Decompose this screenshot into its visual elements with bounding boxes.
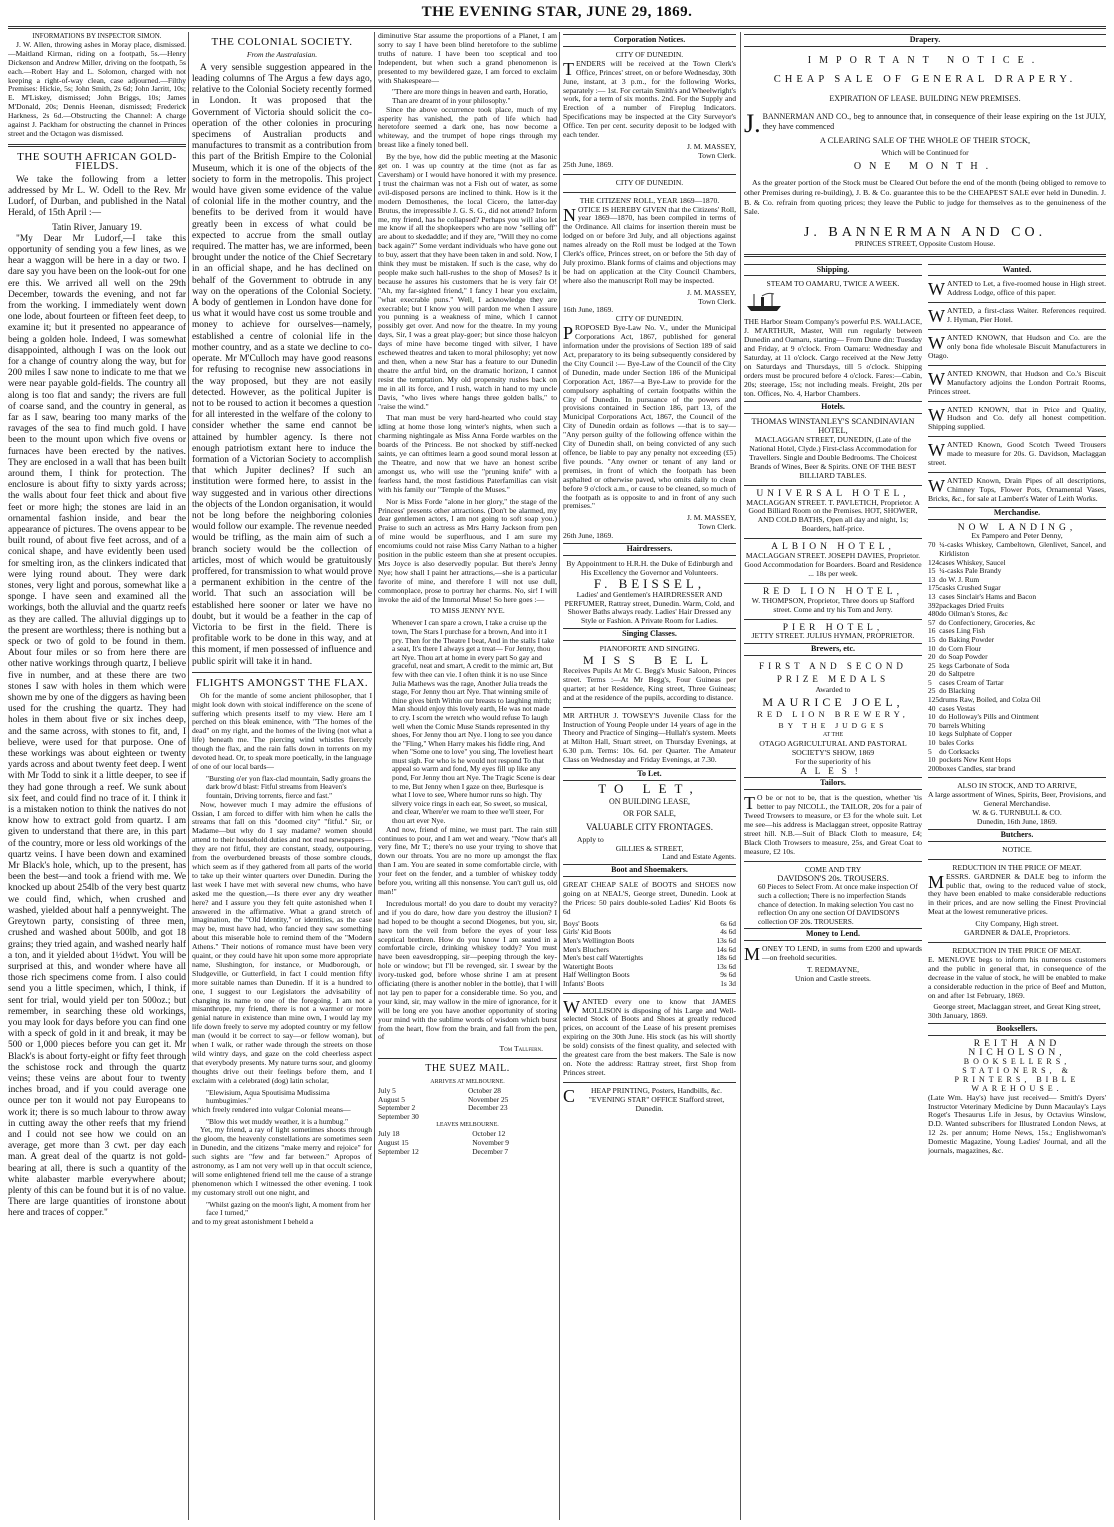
- flax-continued: And now, friend of mine, we must part. The rain still continues to pour, and I am wet and weary. "Now that's all very fine, Mr T.; there's no use your trying to shove that down our throats. You are no more up amongst the flax than I am. You are seated in some comfortable circle, with your feet on the fender, and a tumbler of whiskey toddy before you, writing all this nonsense. You can't gull us, old man!": [378, 824, 557, 896]
- flax-paragraph: Yet, my friend, a ray of light sometimes shoots through the gloom, the heavenly constellations are sometimes seen in Dunedin, and the citizens "make merry and rejoice" for such sights are "few and far between." Apropos of astronomy, as I am not very well up in that occult science, will some enlightened friend tell me the cause of a strange phenomenon which I witnessed the other evening. I took my customary stroll out one night, and: [192, 1125, 372, 1197]
- massey-signature: J. M. MASSEY,: [686, 141, 736, 151]
- gold-letter: "My Dear Mr Ludorf,—I take this opportunity of sending you a few lines, as we hear a waggon will be here in a day or two. I dare say you have been on the look-out for one ere this. We arrived all well on the 29th December, towards the evening, and not far from the working. I immediately went down one lode, about fourteen or fifteen feet deep, to examine it; but it presented no appearance of being a golden hole. Indeed, I was somewhat disappointed, although I was on the look out for a change of country along the way, but for 200 miles I saw none to indicate to me that we were near payable gold-fields. The country all along is too flat and sandy; the rivers are full of coarse sand, and the country in general, as far as I saw, bearing too many marks of the ravages of the sea to find much gold. I have been to the mount upon which five ovens or furnaces have been erected by the natives. They are enclosed in a wall that has been built around them, I think for protection. The enclosure is about fifty to sixty yards across; the walls about four feet thick and about five feet or more high; the stones are laid in an ornamental fashion inside, and bear the appearance of pictures. The ovens appear to be built round, of about five feet across, and of a conical shape, and have evidently been used for smelting iron, as the clinkers indicated that were lying round about. They were dark stones, very light and porous, somewhat like a sponge. I have seen and examined all the workings, both the alluvial and the quartz reefs as they are called. The alluvial diggings up to the present are worthless; there is nothing but a speck or two of gold to be found in them. About four miles or so from here there are other native workings through quartz, I believe five in number, and at these there are two stones I saw with holes in them which were shown me by one of the diggers as having been used for the crushing the quartz. They had holes in them about five or six inches deep, and the same across, with stones to fit, and, I believe, were used for that purpose. One of these workings was about eighteen or twenty yards across and about twenty feet deep. I went with Mr Todd to sink it a little deeper, to see if they had gone through a reef. We sunk about six feet, and could find no trace of it. I think it is a mistaken notion to think the natives do not know how to extract gold from quartz. I am given to understand that there are, in this part of the country, more or less old workings of the quartz veins. I have been down and examined Mr Black's hole, which, up to the present, has been the best—and took a friend with me. We knocked up about 254lb of the very best quartz we could find, which, when crushed and washed, yielded about half a pennyweight. The Greytown party, consisting of three men, crushed and washed about 500lb, and got 18 grains; they tried again, and washed nearly half a ton, and it yielded about 1½dwt. You will be surprised at this, and wonder where have all those rich specimens come from. I also could send you a little specimen, which, I think, if sent for trial, would yield per ton 500oz.; but remember, in searching these old workings, you may look for days before you can find one with a speck of gold in it and break, it may be 500 or 1,000 pieces before you can get it. Mr Black's is about forty-eight or fifty feet through the schistose rock and through the quartz veins; these veins are about four to twenty inches broad, and if you could average one ounce per ton it would not pay Europeans to work it; there is so much labour to throw away in cutting away the other reefs that my friend and I could not see how we could on an average, get more than 3 cwt. per day each man. A great deal of the quartz is not gold-bearing at all, there is such a quantity of the white alabaster marble everywhere about; plenty of this can be found but it is of no value. There are large quantities of ironstone about here and traces of copper.": [8, 233, 186, 1219]
- suez-row-cell: September 30: [378, 1111, 419, 1121]
- cargo-row-cell: 10: [928, 755, 936, 765]
- universal-body: MACLAGGAN STREET. T. PAVLETICH, Proprietor. A Good Billiard Room on the Premises. HOT, SHOWER, AND COLD BATHS, Open all day and night, 1s; Boarders, half-price.: [746, 497, 920, 534]
- towsey-notice: MR ARTHUR J. TOWSEY'S Juvenile Class for the Instruction of Young People under 14 years of age in the Theory and Practice of Singing—Hullah's system. Meets at Milton Hall, Stuart street, on Thursday Evenings, at 6.30 p.m. Terms: 10s. 6d. per Quarter. The Amateur Class on Wednesday and Friday Evenings, at 7.30.: [563, 710, 736, 765]
- in-stock-body: A large assortment of Wines, Spirits, Beer, Provisions, and General Merchandise.: [928, 790, 1106, 809]
- boot-price-row-cell: 13s 6d: [716, 936, 736, 946]
- notice-date: 16th June, 1869.: [563, 305, 614, 315]
- steamship-icon: [744, 291, 784, 313]
- cargo-row-cell: pockets New Kent Hops: [939, 755, 1012, 765]
- boot-price-row-cell: Half Wellington Boots: [563, 970, 630, 980]
- come-and-try: COME AND TRY: [804, 864, 862, 874]
- prize-medals: FIRST AND SECOND PRIZE MEDALS: [759, 661, 907, 685]
- flax-continued: Nor is Miss Forde "alone in her glory," the stage of the Princess' presents other attractions. (Don't be alarmed, my dear gentlemen actors, I am not going to soft soap you.) Praise to such an actress as Mrs Harry Jackson from pen of mine would be superfluous, and I am sure my encomiums could not raise Miss Carry Nathan to a higher position in the public esteem than she at present occupies. Mrs Joyce is also deservedly popular. But there's Jenny Nye; how shall I paint her attractions,—she is a particular favorite of mine, and therefore I will not use dull, commonplace, prose to portray her charms. No, sir! I will invoke the aid of the Immortal Muse! So here goes :—: [378, 496, 557, 604]
- flax-paragraph: Oh for the mantle of some ancient philosopher, that I might look down with stoical indifference on the scene of suffering which presents itself to my view. Here am I perched on this bleak eminence, with "The homes of the dead" on my right, and the homes of the living (not what a life) beneath me. The piercing wind whistles fiercely though the flax, and the rain falls down in torrents on my devoted head. Or, to speak more poetically, in the language of one of our local bards—: [192, 690, 372, 771]
- clearing-sale: A CLEARING SALE OF THE WHOLE OF THEIR STOCK,: [819, 134, 1031, 145]
- boot-price-row-cell: Boys' Boots: [563, 918, 599, 928]
- jenny-nye-poem: Whenever I can spare a crown, I take a cruise up the town, The Stars I purchase for a brown, And into it I pry. Then for the Theatre I beat, And in the stalls I take a seat, It's there I always get a treat— For Jenny, thou art Nye. Thou art at home in every part So gay and graceful, neat and smart, A credit to the mimic art, But few with thee can vie. I often think it is no use Since Julia Mathews was the rage, Another Julia treads the stage, For Jenny thou art Nye. That winning smile of thine gives birth Within our breasts to laughing mirth; Man should enjoy this lovely earth, He was not made to cry. I scorn the wretch who would refuse To laugh well when the Comic Muse Stands represented in thy shoes, For Jenny thou art Nye. I long to see you dance the "Fling," When Harry makes his fiddle ring, And when "Some one to love" you sing, The loveliest heart must sigh. For who is he would not respond To that appeal so warm and fond, My eyes fill up like any pond, For Jenny thou art Nye. The Tragic Scene is dear to me, But Jenny when I gaze on thee, Burlesque is what I love to see, Where humor runs so high. Thy silvery voice rings in each ear, So sweet, so musical, and clear, Where'er we roam to thee we'll steer, For thou art ever Nye.: [392, 618, 556, 826]
- flax-paragraph: which freely rendered into vulgar Colonial means—: [192, 1104, 351, 1114]
- cargo-row-cell: do W. J. Rum: [939, 574, 980, 584]
- wanted-ad: [928, 477, 1106, 504]
- suez-row-cell: November 9: [472, 1137, 509, 1147]
- boot-price-row-cell: 4s 6d: [720, 927, 736, 937]
- pier-hotel-heading: PIER HOTEL,: [782, 622, 884, 633]
- suez-row-cell: November 25: [467, 1094, 509, 1104]
- reduction-heading: REDUCTION IN THE PRICE OF MEAT.: [952, 862, 1082, 872]
- superiority-line: For the superiority of his: [795, 756, 871, 766]
- divider: [192, 672, 372, 673]
- cargo-row-cell: 70: [928, 540, 936, 550]
- drop-cap: W: [563, 996, 580, 1017]
- boot-price-row-cell: Men's Wellington Boots: [563, 936, 635, 946]
- section-butchers: Butchers.: [928, 829, 1106, 842]
- suez-arrives-table: [378, 1087, 557, 1121]
- wanted-ad-text: ANTED Known, Drain Pipes of all descriptions, Chimney Tops, Flower Pots, Ornamental Vases, Bricks, &c., for sale at Lambert's Water of Leith Works.: [928, 475, 1106, 503]
- steam-heading: STEAM TO OAMARU, TWICE A WEEK.: [766, 279, 900, 289]
- boot-price-row-cell: 14s 6d: [716, 944, 736, 954]
- wanted-ad: [928, 280, 1106, 298]
- apply-to: Apply to: [577, 834, 604, 844]
- divider: [563, 1082, 736, 1083]
- by-the-judges: BY THE JUDGES: [778, 720, 888, 730]
- albion-heading: ALBION HOTEL,: [771, 542, 895, 553]
- colonial-society-text: A very sensible suggestion appeared in the leading columns of The Argus a few days ago, relative to the Colonial Society recently formed in London. It was proposed that the Government of Victoria should solicit the co-operation of the other colonies in procuring specimens of Australian products and manufactures to transmit as a contribution from this part of the British Empire to the Colonial Museum, which it is one of the objects of the society to form in the metropolis. This project would have given some evidence of the value of colonial life in the mother country, and the benefits to be derived from it would have greatly been in excess of what could be expected to accrue from the small outlay required. The matter has, we are informed, been brought under the notice of the Chief Secretary in an official shape, and he has declined on behalf of the Government to obtrude in any way on the operations of the Colonial Society. A body of gentlemen in London have done for us what it would have cost us some trouble and money to achieve for ourselves—namely, established a centre of colonial life in the mother country, and as a state we decline to co-operate. Mr M'Culloch may have good reasons for refusing to recognise new associations in the way proposed, but they are not easily detected. However, as the political Jupiter is not to be roused to action it becomes a question for all interested in the welfare of the colony to consider whether the same end cannot be attained by humbler agency. Is there not enough patriotism extant here to induce the formation of a Victorian Society to accomplish that which Jupiter declines? If such an institution were formed here, to assist in the way suggested and in various other directions the objects of the London organisation, it would not be long before the neighboring colonies would follow our example. The revenue needed would be trifling, as the main aim of such a branch society would be the collection of articles, most of which would be gratuitously proffered, for transmission to what would prove a permanent exhibition in the centre of the world. That such an association will be established here sooner or later we have no doubt, but it would be a feather in the cap of Victoria to be first in the field. There is profitable work to be done in this way, and at this moment, if men possessed of influence and public spirit will take it in hand.: [192, 62, 372, 667]
- cargo-row-cell: 16: [928, 626, 936, 636]
- section-singing-classes: Singing Classes.: [563, 628, 736, 641]
- cargo-row: [928, 765, 1106, 774]
- informations-heading: INFORMATIONS BY INSPECTOR SIMON.: [32, 32, 162, 40]
- divider: [928, 365, 1106, 366]
- gardner-proprietors: GARDNER & DALE, Proprietors.: [963, 928, 1071, 938]
- bannerman-address: PRINCES STREET, Opposite Custom House.: [854, 238, 996, 248]
- albion-body: MACLAGGAN STREET. JOSEPH DAVIES, Proprietor. Good Accommodation for Boarders. Board and Residence ... 18s per week.: [744, 551, 922, 578]
- cargo-row-cell: bales Corks: [939, 738, 974, 748]
- cargo-row-cell: do Blacking: [939, 686, 976, 696]
- suez-row-cell: December 7: [472, 1146, 509, 1156]
- cargo-row-cell: drums Raw, Boiled, and Colza Oil: [939, 695, 1041, 705]
- divider: [928, 401, 1106, 402]
- mollison-notice: ANTED every one to know that JAMES MOLLISON is disposing of his Large and Well-selected Stock of Boots and Shoes at greatly reduced prices, on account of the Lease of his present premises expiring on the 30th June. His stock (as his will shortly be sold) consists of the finest quality, and selected with the greatest care from the best makers. The Sale is now on. Note the address: Rattray street, first Shop from Princes street.: [563, 996, 736, 1077]
- divider: [928, 302, 1106, 303]
- flax-paragraph: and to my great astonishment I beheld a: [192, 1216, 314, 1226]
- masthead: THE EVENING STAR, JUNE 29, 1869.: [421, 4, 693, 20]
- divider: [744, 254, 1106, 257]
- bylaw-notice: ROPOSED Bye-Law No. V., under the Municipal Corporations Act, 1867, published for general information under the provisions of Section 189 of said Act, preparatory to its being subsequently considered by the City Council :— Bye-Law of the Council of the City of Dunedin, made under Section 186 of the Municipal Corporation Act, 1867—a Bye-Law to provide for the compulsory asphalting of certain footpaths within the City of Dunedin. In pursuance of the powers and provisions contained in Section 186, part 13, of the Municipal Corporations Act, 1867, the Council of the City of Dunedin ordain as follows —that is to say— "Any person guilty of the following offence within the City of Dunedin shall, on being convicted of any such offence, be liable to pay any penalty not exceeding (£5) five pounds. "Any owner or tenant of any land or premises, in front of which the footpath has been asphalted or otherwise paved, who omits daily to clean before 9 o'clock a.m., or cause to be cleaned, so much of the footpath as is opposite to and in front of any such premises.": [563, 323, 736, 511]
- reith-subheading: BOOKSELLERS, STATIONERS, & PRINTERS, BIBLE WAREHOUSE.: [954, 1056, 1080, 1093]
- drop-cap: J.: [744, 108, 761, 138]
- menlove-notice: E. MENLOVE begs to inform his numerous customers and the public in general that, in consequence of the decrease in the value of stock, he will be enabled to make a considerable reduction in the price of Beef and Mutton, on and after 1st February, 1869.: [928, 954, 1106, 1000]
- cargo-row-cell: 70: [928, 720, 936, 730]
- gardner-address: City Company, High street.: [975, 919, 1059, 929]
- flax-continued: Incredulous mortal! do you dare to doubt my veracity? and if you do dare, how dare you destroy the illusion? I had hoped to be thought a second Diogenes, but you, sir, have torn the veil from before the eyes of your less sceptical brethren. How do you know I am seated in a comfortable circle, drinking whiskey toddy? You must have been eavesdropping, sir—peeping through the key-hole or window; but I'll be revenged, sir. I swear by the ivory-tusked god, before whose shrine I am at present officiating (there is another nobler in the bottle), that I will not lay pen to paper for a considerable time. So you, and your kind, sir, may wallow in the mire of ignorance, for it will be long ere you have another opportunity of storing your mind with the sublime words of wisdom which burst from the heart, flow from the brain, and fall from the pen, of: [378, 898, 557, 1042]
- cargo-row-cell: 10: [928, 643, 936, 653]
- flax-continued: diminutive Star assume the proportions of a Planet, I am sorry to say I have been blind heretofore to the sublime truths of nature. I have been too sceptical and too Independent, but when such a grand phenomenon is presented to my bewildered gaze, I am forced to exclaim with Shakespeare—: [378, 32, 557, 85]
- menlove-date: 30th January, 1869.: [928, 1011, 988, 1021]
- town-clerk: Town Clerk.: [698, 296, 736, 306]
- miss-bell-name: MISS BELL: [582, 653, 716, 668]
- cargo-row-cell: 25: [928, 686, 936, 696]
- divider: [563, 707, 736, 708]
- flax-verse: "Whilst gazing on the moon's light, A moment from her face I turned,": [206, 1199, 371, 1218]
- boot-price-row-cell: 6s 6d: [720, 918, 736, 928]
- cargo-row-cell: cases Whiskey, Saucel: [939, 557, 1006, 567]
- cargo-row-cell: boxes Candles, star brand: [939, 763, 1016, 773]
- section-wanted: Wanted.: [928, 264, 1106, 277]
- column-5-left: [744, 262, 922, 1159]
- section-drapery: Drapery.: [744, 34, 1106, 47]
- cargo-row-cell: do Baking Powder: [939, 634, 995, 644]
- boot-price-row-cell: Men's Bluchers: [563, 944, 609, 954]
- section-merchandise: Merchandise.: [928, 507, 1106, 520]
- wanted-ad: [928, 334, 1106, 361]
- suez-leaves-label: LEAVES MELBOURNE.: [436, 1122, 499, 1129]
- divider: [744, 861, 922, 862]
- red-lion-heading: RED LION HOTEL,: [763, 586, 903, 597]
- cargo-row-cell: 25: [928, 660, 936, 670]
- suez-row-cell: July 18: [378, 1129, 400, 1139]
- suez-row-cell: September 12: [378, 1146, 419, 1156]
- boot-price-row-cell: Watertight Boots: [563, 961, 614, 971]
- winstanley-body: MACLAGGAN STREET, DUNEDIN, (Late of the National Hotel, Clyde.) First-class Accommodation for Travellers. Single and Double Bedrooms. The Choicest Brands of Wines, Beer & Spirits. ONE OF THE BEST BILLIARD TABLES.: [749, 435, 917, 480]
- drop-cap: N: [563, 204, 576, 225]
- flax-continued: Since the above occurrence took place, much of my asperity has vanished, the path of life which had heretofore seemed a dark one, has now become a whiteway, and the trumpet of hope rings through my breast like a finely toned bell.: [378, 104, 557, 150]
- now-landing: NOW LANDING,: [957, 522, 1077, 533]
- red-lion-body: W. THOMPSON, Proprietor, Three doors up Stafford street. Come and try his Tom and Jerry.: [751, 595, 915, 614]
- roll-heading: THE CITIZENS' ROLL, YEAR 1869—1870.: [579, 195, 720, 205]
- cargo-row-cell: 13: [928, 591, 936, 601]
- miss-bell-body: Receives Pupils At Mr C. Begg's Music Saloon, Princes street. Terms :—At Mr Begg's, Four Guineas per quarter; at her Residence, King street, Three Guineas; and at the residence of the pupils, according to distance.: [563, 666, 736, 702]
- divider: [928, 777, 1106, 778]
- davidson-heading: DAVIDSON'S 20s. TROUSERS.: [777, 873, 889, 883]
- boots-price-table: [563, 920, 736, 989]
- cargo-row-cell: do Corksacks: [939, 746, 980, 756]
- continued-for: Which will be Continued for: [881, 147, 969, 157]
- lease-line: VALUABLE CITY FRONTAGES.: [585, 821, 714, 832]
- masthead-rule: [8, 26, 1106, 29]
- in-stock-heading: ALSO IN STOCK, AND TO ARRIVE,: [957, 781, 1077, 791]
- cargo-row-cell: 5: [928, 746, 932, 756]
- section-tailors: Tailors.: [744, 777, 922, 790]
- cargo-row-cell: 10: [928, 712, 936, 722]
- column-divider: [740, 32, 741, 1520]
- flax-heading: FLIGHTS AMONGST THE FLAX.: [195, 676, 369, 689]
- beissel-name: F. BEISSEL,: [593, 575, 706, 591]
- otago-show: OTAGO AGRICULTURAL AND PASTORAL SOCIETY'S SHOW, 1869: [759, 738, 907, 757]
- lease-line: OR FOR SALE,: [623, 808, 676, 818]
- column-2: [192, 32, 372, 1522]
- drop-cap: T: [563, 58, 574, 79]
- suez-arrives-label: ARRIVES AT MELBOURNE.: [430, 1079, 505, 1086]
- cargo-row-cell: ¼-casks Whiskey, Cambeltown, Glenlivet, Sancel, and Kirkliston: [939, 540, 1106, 558]
- cargo-row-cell: cases Vestas: [939, 703, 976, 713]
- flax-verse: "Elewisium, Aqua Spoutisima Mudissima humbugimies.": [206, 1087, 330, 1106]
- cargo-row-cell: do Oilman's Stores, &c: [939, 609, 1008, 619]
- notice-date: 25th June, 1869.: [563, 159, 614, 169]
- signature: Tom Tallfern.: [499, 1044, 543, 1054]
- gold-fields-heading: THE SOUTH AFRICAN GOLD-FIELDS.: [17, 150, 177, 172]
- nicoll-notice: O be or not to be, that is the question, whether 'tis better to pay NICOLL, the TAILOR, 20s for a pair of Tweed Trowsers to measure, or £3 for the whole suit. Let me see—his address is Maclaggan street, opposite Rattray street hill. N.B.—Suit of Black Cloth to measure, £4; Black Cloth Trowsers to measure, 25s, and Great Coat to measure, £2 10s.: [744, 793, 922, 856]
- davidson-poem: 60 Pieces to Select From. At once make inspection Of such a collection; There is no imperfection Stands chance of detection. In making selection You cast no reflection On any one section Of DAVIDSON'S collection OF 20s. TROUSERS.: [758, 882, 918, 926]
- colonial-society-heading: THE COLONIAL SOCIETY.: [211, 36, 353, 48]
- red-lion-brewery: RED LION BREWERY,: [757, 709, 909, 720]
- divider: [928, 859, 1106, 860]
- redmayne-address: Union and Castle streets.: [795, 974, 871, 984]
- winstanley-heading: THOMAS WINSTANLEY'S SCANDINAVIAN HOTEL,: [751, 417, 915, 436]
- cargo-row: [928, 541, 1106, 558]
- column-divider: [559, 32, 560, 1520]
- massey-signature: J. M. MASSEY,: [686, 287, 736, 297]
- informations-text: J. W. Allen, throwing ashes in Moray place, dismissed.—Maitland Kirman, riding on a footpath, 5s.—Henry Dickenson and Andrew Miller, driving on the footpath, 5s each.—Robert Hay and L. Solomon, charged with not keeping a right-of-way clean, case adjourned.—Filthy Premises: Hickie, 5s; John Smith, 2s 6d; John Jarritt, 10s; E. M'Liskey, dismissed; John Briggs, 10s; James M'Donald, 20s; Dennis Heenan, dismissed; Frederick Harkness, 2s 6d.—Obstructing the Channel: A charge against J. Packham for obstructing the channel in Princes street and the Octagon was dismissed.: [8, 39, 186, 138]
- drop-cap: W: [928, 404, 945, 425]
- section-brewers: Brewers, etc.: [744, 643, 922, 656]
- redmayne-name: T. REDMAYNE,: [806, 965, 860, 975]
- bannerman-name: J. BANNERMAN AND CO.: [803, 224, 1047, 240]
- wanted-ad: [928, 370, 1106, 397]
- cargo-row-cell: 124: [928, 557, 940, 567]
- drop-cap: W: [928, 475, 945, 496]
- drop-cap: C: [563, 1085, 576, 1106]
- boot-price-row-cell: 1s 3d: [720, 979, 736, 988]
- cargo-row-cell: ¼-casks Pale Brandy: [939, 566, 1002, 576]
- wanted-ad-text: ANTED KNOWN, that Hudson and Co.'s Biscuit Manufactory adjoins the London Portrait Rooms, Princes street.: [928, 368, 1106, 396]
- wanted-ad-text: ANTED Known, Good Scotch Tweed Trousers made to measure for 20s. G. Davidson, Maclaggan street.: [928, 440, 1106, 468]
- column-5-right: [928, 262, 1106, 1159]
- drop-cap: T: [744, 793, 755, 814]
- divider: [378, 1058, 557, 1059]
- cargo-row-cell: 20: [928, 652, 936, 662]
- boot-price-row: [563, 980, 736, 989]
- column-divider: [188, 32, 189, 1520]
- cargo-row-cell: do Confectionery, Groceries, &c: [939, 617, 1036, 627]
- wanted-ad-text: ANTED KNOWN, that in Price and Quality, Hudson and Co. defy all honest competition. Shipping supplied.: [928, 404, 1106, 432]
- wanted-list: [928, 280, 1106, 503]
- cargo-row-cell: 40: [928, 703, 936, 713]
- divider: [928, 436, 1106, 437]
- flax-continued: That man must be very hard-hearted who could stay idling at home those long winter's nights, when such a charming nightingale as Miss Anna Forde warbles on the boards of the Princess. Be not shocked by stiff-necked saints, ye can ofttimes learn a good sound moral lesson at the Theatre, and now that we have an honest scribe amongst us, who will use the "pruning knife" with a fearless hand, the most fastidious Paterfamilias can visit with his family our "Temple of the Muses.": [378, 413, 557, 494]
- massey-signature: J. M. MASSEY,: [686, 513, 736, 523]
- wanted-ad-text: ANTED to Let, a five-roomed house in High street. Address Lodge, office of this paper.: [947, 279, 1106, 298]
- cargo-table: [928, 541, 1106, 773]
- cargo-row-cell: do Saltpetre: [939, 669, 975, 679]
- flax-paragraph: Now, however much I may admire the effusions of Ossian, I am forced to differ with him when he calls the streams that fall on this "doomed city" "fitful." Sir, or Madame—but why do I say madame? women should attend to their household duties and not read newspapers—they are not fitful, they are constant, steady, outpouring, from the overburdened breasts of those sombre clouds, which seem as if they gathered from all parts of the world to take up their winter quarters over Dunedin. During the last week I have met with several new chums, who have asked me the question,—Is there ever any dry weather here? and I assure you they felt quite astonished when I answered in the affirmative. What a grand stretch of imagination, the "Old Identity," or identities, as the case may be, must have had, who fancied they saw something about this miserable hole to remind them of the "Modern Athens." Their notions of romance must have been very quaint, or they could have hit upon some more appropriate name, Slushington, for instance, or Mudborough, or Sludgeville, or Gutterfield, in fact I could mention fifty more suitable names than Dunedin. If it is a hundred to one, I suggest to our Legislators the advisability of changing its name to one of the foregoing. I am not a misanthrope, my friend, there is not a warmer or more genial nature in existence than mine own, I would lay my life down freely to serve my adopted country or my fellow man (would it be correct to say—or fellow woman), but when I walk, or rather wade through the streets on those wild wintry days, and gaze on the cold cheerless aspect that everybody presents. My nature turns sour, and gloomy thoughts drive out their feelings before them, and I exclaim with a celebrated (dog) latin scholar,: [192, 799, 372, 1085]
- suez-leaves-table: [378, 1130, 557, 1156]
- wanted-ad: [928, 307, 1106, 325]
- wanted-ad: [928, 406, 1106, 433]
- boot-price-row-cell: 13s 6d: [716, 961, 736, 971]
- important-notice: IMPORTANT NOTICE.: [807, 54, 1043, 66]
- drop-cap: W: [928, 279, 945, 300]
- notice-date: 26th June, 1869.: [563, 531, 614, 541]
- wanted-ad: [928, 441, 1106, 468]
- cargo-row-cell: 10: [928, 729, 936, 739]
- gardner-notice: ESSRS. GARDNER & DALE beg to inform the public that, owing to the reduced value of stock, they have been enabled to make considerable reductions in their prices, and are now selling the Finest Provincial Meat at the lowest remunerative prices.: [928, 871, 1106, 917]
- column-1: [8, 32, 186, 1522]
- drop-cap: M: [928, 871, 945, 892]
- column-3: [378, 32, 557, 1522]
- ex-ships: Ex Pampero and Peter Denny,: [971, 531, 1063, 541]
- cargo-row-cell: do Holloway's Pills and Ointment: [939, 712, 1039, 722]
- maurice-joel: MAURICE JOEL,: [762, 695, 904, 710]
- drop-cap: W: [928, 306, 945, 327]
- flax-continued: By the bye, how did the public meeting at the Masonic get on. I was up country at the time (not as far as Caversham) or I would have honored it with my presence. I trust the chairman was not a Fish out of water, as some evil-disposed persons are inclined to think. How is it the modern Demosthenes, the local Cicero, the latter-day Brutus, the irrepressible J. G. S. G., did not attend? Inform me, my friend, has he collapsed? Perhaps you will also let me know if all the shopkeepers who are now "selling off" are about to skedaddle; and if they are, "Will they no come back again?" Some verdant individuals who have gone out to buy, assert that they have been taken in and sold. Now, I think they must be mistaken. If such is the case, why do people make such hall-rushes to the shop of Moses? Is it because he assures his customers that he is very fair O! "Ah, my far-sighted friend," I fancy I hear you exclaim, "what execrable puns." Well, I acknowledge they are execrable; but I know you will pardon me when I assure you punning is a weakness of mine, which I cannot possibly get over. And now for the theatre. In my young days, Sir, I was a great play-goer; but since those halcyon days of mine have become tinged with silver, I have eschewed theatres and taken to moral philosophy; yet now and then, when a new Star has a feature to our Dunedin theatre the artful bird, on the dramatic horizon, I cannot resist the temptation. My old propensity rushes back on me in all its force, and I rush, watch in hand to my uncle Davis, "who lives where hangs three golden balls," to "raise the wind.": [378, 152, 557, 411]
- cargo-row-cell: 392: [928, 600, 940, 610]
- suez-row-cell: October 28: [467, 1086, 501, 1096]
- divider: [563, 993, 736, 994]
- suez-row-cell: August 15: [378, 1137, 409, 1147]
- section-hotels: Hotels.: [744, 401, 922, 414]
- cargo-row-cell: do Soap Powder: [939, 652, 988, 662]
- lease-line: ON BUILDING LEASE,: [608, 796, 691, 806]
- section-money-to-lend: Money to Lend.: [744, 928, 922, 941]
- cargo-row-cell: cases Cream of Tartar: [939, 677, 1004, 687]
- section-hairdressers: Hairdressers.: [563, 543, 736, 556]
- drop-cap: M: [744, 944, 761, 965]
- tenders-notice: ENDERS will be received at the Town Clerk's Office, Princes' street, on or before Wednesday, 30th June, instant, at 3 p.m., for the following Works, separately :— 1st. For certain Smith's and Wheelwright's work, for a term of six months. 2nd. For the Supply and Erection of a number of Fireplug Indicators. Specifications may be inspected at the City Surveyor's Office. Ten per cent. security deposit to be lodged with each tender.: [563, 58, 736, 140]
- cargo-row-cell: cases Sinclair's Hams and Bacon: [939, 591, 1037, 601]
- pianoforte-heading: PIANOFORTE AND SINGING.: [599, 644, 700, 654]
- suez-row-cell: August 5: [378, 1094, 405, 1104]
- suez-row-cell: December 23: [467, 1103, 508, 1113]
- reith-body: (Late Wm. Hay's) have just received— Smith's Dyers' Instructor Veterinary Medicine by Dunn Macaulay's Lays Roget's Thesaurus Life in Jesus, by Octavius Winslow, D.D. Wanted subscribers for Illustrated London News, at 12 2s. per annum; Home News, 15s.; Englishwoman's Domestic Magazine, Young Ladies' Journal, and all the journals, magazines, &c.: [928, 1092, 1106, 1156]
- boots-sale-intro: GREAT CHEAP SALE of BOOTS and SHOES now going on at NEAL'S, George street, Dunedin. Look at the Prices: 50 pairs double-soled Ladies' Kid Boots 6s 6d: [563, 880, 736, 916]
- cargo-row-cell: cases Ling Fish: [939, 626, 986, 636]
- drop-cap: W: [928, 368, 945, 389]
- boot-price-row-cell: 18s 6d: [716, 953, 736, 963]
- butcher-notice-heading: NOTICE.: [1002, 844, 1032, 854]
- one-month: ONE MONTH.: [853, 161, 997, 173]
- section-corporation-notices: Corporation Notices.: [563, 34, 736, 47]
- reduction-heading: REDUCTION IN THE PRICE OF MEAT.: [952, 946, 1082, 955]
- cargo-row-cell: 57: [928, 617, 936, 627]
- to-let-heading: TO LET,: [598, 780, 701, 796]
- cargo-row-cell: kegs Sulphate of Copper: [939, 729, 1012, 739]
- flax-verse: "Blow this wet muddy weather, it is a humbug.": [206, 1116, 349, 1126]
- bannerman-body-2: As the greater portion of the Stock must be Cleared Out before the end of the month (being obliged to remove to other Premises during re-building), J. B. & Co. guarantee this to be the CHEAPEST SALE ever held in Dunedin. J. B. & Co. refrain from quoting prices; they leave the Public to judge for themselves as to the genuineness of the Sale.: [744, 178, 1106, 217]
- shakespeare-verse: "There are more things in heaven and earth, Horatio, Than are dreamt of in your philosophy.": [392, 87, 548, 106]
- cargo-row-cell: 20: [928, 669, 936, 679]
- divider: [8, 144, 186, 147]
- cargo-row-cell: 5: [928, 677, 932, 687]
- turnbull-name: W. & G. TURNBULL & CO.: [972, 808, 1062, 818]
- drop-cap: P: [563, 323, 574, 344]
- divider: [563, 192, 736, 193]
- drop-cap: W: [928, 333, 945, 354]
- notice-title: CITY OF DUNEDIN.: [615, 314, 684, 324]
- cargo-row-cell: 15: [928, 566, 936, 576]
- awarded-to: Awarded to: [815, 685, 851, 695]
- steam-body: THE Harbor Steam Company's powerful P.S. WALLACE, J. M'ARTHUR, Master, Will run regularly between Dunedin and Oamaru, starting— From Dune din: Tuesday and Friday, at 9 o'clock. From Oamaru: Wednesday and Saturday, at 11 o'clock. Cargo received at the New Jetty on Saturdays and Thursdays, till 5 o'clock. Shipping orders must be procured before 4 o'clock. Fares:—Cabin, 20s; steerage, 15s; not including meals. Freight, 20s per ton. Offices, No. 4, Harbor Chambers.: [744, 317, 922, 398]
- cargo-row-cell: kegs Carbonate of Soda: [939, 660, 1010, 670]
- printing-notice: HEAP PRINTING, Posters, Handbills, &c. "EVENING STAR" OFFICE Stafford street, Dunedin.: [588, 1085, 725, 1113]
- universal-heading: UNIVERSAL HOTEL,: [756, 488, 910, 499]
- divider: [744, 583, 922, 584]
- cargo-row-cell: casks Crushed Sugar: [939, 583, 1001, 593]
- bannerman-body: BANNERMAN AND CO., beg to announce that, in consequence of their lease expiring on the 1st JULY, they have commenced: [762, 111, 1106, 131]
- wanted-ad-text: ANTED, a first-class Waiter. References required. J. Hyman, Pier Hotel.: [947, 306, 1106, 325]
- roll-notice: OTICE IS HEREBY GIVEN that the Citizens' Roll, year 1869—1870, has been compiled in terms of the Ordinance. All claims for insertion therein must be lodged on or before 3rd July, and all objections against names already on the Roll must be lodged at the Town Clerk's office, Princes street, on or before the 5th day of July proximo. Blank forms of claims and objections may be had on application at the City Council Chambers, where also the manuscript Roll may be inspected.: [563, 204, 736, 285]
- hairdresser-body: Ladies' and Gentlemen's HAIRDRESSER AND PERFUMER, Rattray street, Dunedin. Warm, Cold, and Shower Baths always ready. Ladies' Hair Dressed any Style or Fashion. A Private Room for Ladies.: [564, 589, 735, 626]
- poem-heading: TO MISS JENNY NYE.: [430, 606, 505, 616]
- hairdresser-appointment: By Appointment to H.R.H. the Duke of Edinburgh and His Excellency the Governor and Volunteers.: [566, 558, 733, 577]
- section-shipping: Shipping.: [744, 264, 922, 277]
- gillies-street: GILLIES & STREET,: [615, 843, 684, 853]
- cargo-row-cell: 200: [928, 763, 940, 773]
- gold-intro: We take the following from a letter addressed by Mr L. W. Odell to the Rev. Mr Ludorf, of Durban, and published in the Natal Herald, of 15th April :—: [8, 174, 186, 219]
- colonial-society-source: From the Australasian.: [246, 49, 318, 59]
- cargo-row-cell: 10: [928, 738, 936, 748]
- cargo-row-cell: 175: [928, 583, 940, 593]
- expiration-line: EXPIRATION OF LEASE. BUILDING NEW PREMISES.: [829, 93, 1021, 103]
- turnbull-date: Dunedin, 16th June, 1869.: [976, 817, 1058, 827]
- section-to-let: To Let.: [563, 768, 736, 781]
- divider: [928, 942, 1106, 943]
- menlove-address: George street, Maclaggan street, and Great King street,: [933, 1002, 1101, 1012]
- suez-row-cell: September 2: [378, 1103, 416, 1113]
- divider: [744, 485, 922, 486]
- suez-row-cell: July 5: [378, 1086, 396, 1096]
- boot-price-row-cell: Infants' Boots: [563, 979, 604, 988]
- suez-mail-heading: THE SUEZ MAIL.: [425, 1063, 510, 1075]
- ales: ALES!: [800, 765, 866, 776]
- boot-price-row-cell: 9s 6d: [720, 970, 736, 980]
- suez-row-cell: [468, 1113, 557, 1122]
- section-boot-shoemakers: Boot and Shoemakers.: [563, 864, 736, 877]
- boot-price-row-cell: Men's best calf Watertights: [563, 953, 644, 963]
- cargo-row-cell: barrels Whiting: [939, 720, 986, 730]
- pier-hotel-body: JETTY STREET. JULIUS HYMAN, PROPRIETOR.: [751, 631, 915, 641]
- section-booksellers: Booksellers.: [928, 1023, 1106, 1036]
- reith-heading: REITH AND NICHOLSON,: [968, 1039, 1066, 1059]
- town-clerk: Town Clerk.: [698, 522, 736, 532]
- suez-row-cell: October 12: [472, 1129, 506, 1139]
- town-clerk: Town Clerk.: [698, 150, 736, 160]
- drop-cap: W: [928, 440, 945, 461]
- cargo-row-cell: 15: [928, 634, 936, 644]
- notice-title: CITY OF DUNEDIN.: [615, 177, 684, 187]
- cargo-row-cell: do Corn Flour: [939, 643, 981, 653]
- money-notice: ONEY TO LEND, in sums from £200 and upwards—on freehold securities.: [762, 944, 922, 963]
- divider: [563, 174, 736, 175]
- cargo-row-cell: packages Dried Fruits: [939, 600, 1004, 610]
- cheap-sale-heading: CHEAP SALE OF GENERAL DRAPERY.: [773, 73, 1077, 85]
- flax-verse: "Bursting o'er yon flax-clad mountain, Sadly groans the dark brow'd blast: Fitful streams from Heaven's fountain, Driving torrents, fierce and fast.": [206, 773, 371, 801]
- column-divider: [374, 32, 375, 1520]
- at-the: AT THE: [822, 731, 844, 738]
- gillies-street-role: Land and Estate Agents.: [662, 852, 736, 862]
- gold-dateline: Tatin River, January 19.: [52, 222, 142, 233]
- boot-price-row-cell: Girls' Kid Boots: [563, 927, 612, 937]
- divider: [928, 329, 1106, 330]
- wanted-ad-text: ANTED KNOWN, that Hudson and Co. are the only bona fide wholesale Biscuit Manufacturers in Otago.: [928, 333, 1106, 360]
- suez-row: [378, 1113, 557, 1122]
- divider: [928, 472, 1106, 473]
- suez-row: [378, 1148, 557, 1157]
- cargo-row-cell: 13: [928, 574, 936, 584]
- divider: [744, 538, 922, 539]
- divider: [744, 619, 922, 620]
- notice-title: CITY OF DUNEDIN.: [615, 49, 684, 59]
- column-4: [563, 32, 736, 1522]
- cargo-row-cell: 125: [928, 695, 940, 705]
- cargo-row-cell: 480: [928, 609, 940, 619]
- column-5: [744, 32, 1106, 1522]
